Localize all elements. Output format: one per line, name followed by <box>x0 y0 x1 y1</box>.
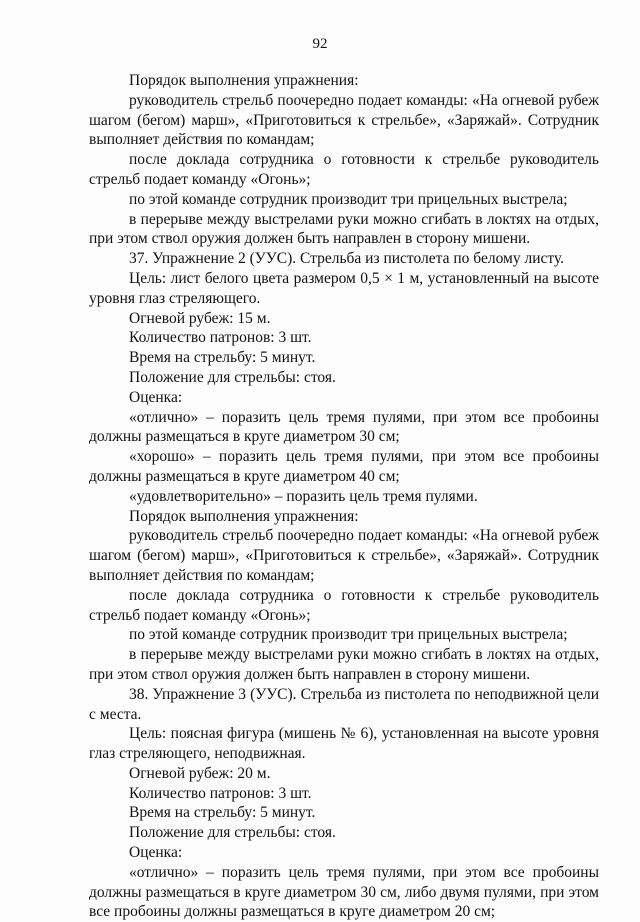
paragraph: Огневой рубеж: 20 м. <box>129 764 271 782</box>
paragraph: Цель: лист белого цвета размером 0,5 × 1 м, установленный на высоте уровня глаз стреляющего. <box>89 269 599 307</box>
paragraph: Оценка: <box>129 388 183 406</box>
document-body <box>89 71 599 922</box>
paragraph: «отлично» – поразить цель тремя пулями, при этом все пробоины должны размещаться в круге диаметром 30 см, либо двумя пулями, при этом все пробоины должны размещаться в круге диаметром 20 см; <box>89 863 599 921</box>
paragraph: в перерыве между выстрелами руки можно сгибать в локтях на отдых, при этом ствол оружия должен быть направлен в сторону мишени. <box>89 210 599 248</box>
paragraph: по этой команде сотрудник производит три прицельных выстрела; <box>129 190 568 208</box>
page-number: 92 <box>312 36 328 52</box>
paragraph: Цель: поясная фигура (мишень № 6), установленная на высоте уровня глаз стреляющего, неподвижная. <box>89 725 599 763</box>
paragraph: по этой команде сотрудник производит три прицельных выстрела; <box>129 626 568 644</box>
paragraph: Количество патронов: 3 шт. <box>129 329 312 347</box>
paragraph: Положение для стрельбы: стоя. <box>129 824 336 842</box>
section-heading: 37. Упражнение 2 (УУС). Стрельба из пистолета по белому листу. <box>129 250 565 268</box>
paragraph: «удовлетворительно» – поразить цель тремя пулями. <box>129 487 478 505</box>
paragraph: Порядок выполнения упражнения: <box>129 507 359 525</box>
paragraph: Время на стрельбу: 5 минут. <box>129 349 316 367</box>
section-heading: 38. Упражнение 3 (УУС). Стрельба из пистолета по неподвижной цели с места. <box>89 685 599 723</box>
paragraph: Огневой рубеж: 15 м. <box>129 309 271 327</box>
paragraph: в перерыве между выстрелами руки можно сгибать в локтях на отдых, при этом ствол оружия должен быть направлен в сторону мишени. <box>89 646 599 683</box>
paragraph: Положение для стрельбы: стоя. <box>129 368 336 386</box>
paragraph: после доклада сотрудника о готовности к стрельбе руководитель стрельб подает команду «Огонь»; <box>89 151 599 188</box>
paragraph: Время на стрельбу: 5 минут. <box>129 804 316 822</box>
paragraph: Оценка: <box>129 844 183 862</box>
paragraph: после доклада сотрудника о готовности к стрельбе руководитель стрельб подает команду «Огонь»; <box>89 586 599 624</box>
paragraph: руководитель стрельб поочередно подает команды: «На огневой рубеж шагом (бегом) марш», «Приготовиться к стрельбе», «Заряжай». Сотрудник выполняет действия по командам; <box>89 91 599 149</box>
paragraph: «отлично» – поразить цель тремя пулями, при этом все пробоины должны размещаться в круге диаметром 30 см; <box>89 408 599 446</box>
paragraph: Порядок выполнения упражнения: <box>129 72 359 89</box>
paragraph: Количество патронов: 3 шт. <box>129 784 312 802</box>
paragraph: руководитель стрельб поочередно подает команды: «На огневой рубеж шагом (бегом) марш», «Приготовиться к стрельбе», «Заряжай». Сотрудник выполняет действия по командам; <box>89 527 599 584</box>
paragraph: «хорошо» – поразить цель тремя пулями, при этом все пробоины должны размещаться в круге диаметром 40 см; <box>89 448 599 485</box>
